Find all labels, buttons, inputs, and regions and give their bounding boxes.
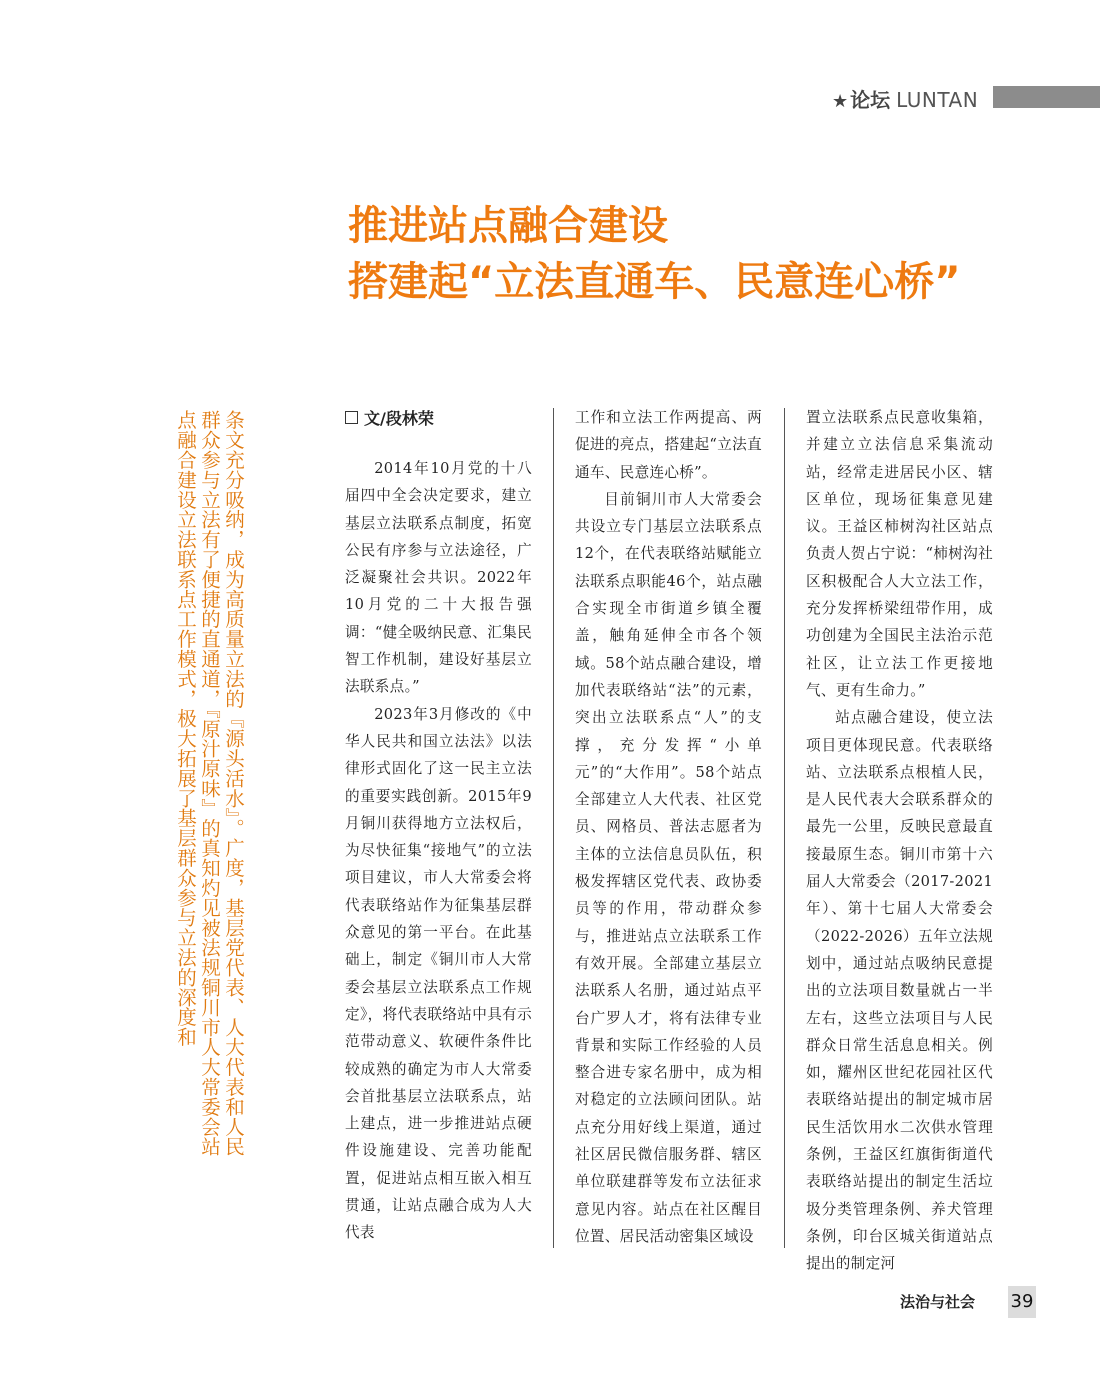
column-1 (345, 455, 532, 1247)
section-name-en: LUNTAN (896, 88, 979, 112)
section-bar (993, 86, 1100, 108)
paragraph-continued: 置立法联系点民意收集箱，并建立立法信息采集流动站，经常走进居民小区、辖区单位，现场征集意见建议。王益区柿树沟社区站点负责人贺占宁说：“柿树沟社区积极配合人大立法工作，充分发挥桥梁纽带作用，成功创建为全国民主法治示范社区，让立法工作更接地气、更有生命力。” (806, 409, 993, 699)
journal-name: 法治与社会 (900, 1293, 976, 1311)
star-icon: ★ (832, 91, 849, 112)
pull-quote: 条文充分吸纳，成为高质量立法的『源头活水』。广度，基层党代表、人大代表和人民群众参与立法有了便捷的直通道，『原汁原味』的真知灼见被法规铜川市人大常委会站点融合建设立法联系点工作模式，极大拓展了基层群众参与立法的深度和 (174, 410, 245, 1157)
paragraph: 目前铜川市人大常委会共设立专门基层立法联系点12个，在代表联络站赋能立法联系点职能46个，站点融合实现全市街道乡镇全覆盖，触角延伸全市各个领域。58个站点融合建设，增加代表联络站“法”的元素，突出立法联系点“人”的支撑，充分发挥“小单元”的“大作用”。58个站点全部建立人大代表、社区党员、网格员、普法志愿者为主体的立法信息员队伍，积极发挥辖区党代表、政协委员等的作用，带动群众参与，推进站点立法联系工作有效开展。全部建立基层立法联系人名册，通过站点平台广罗人才，将有法律专业背景和实际工作经验的人员整合进专家名册中，成为相对稳定的立法顾问团队。站点充分用好线上渠道，通过社区居民微信服务群、辖区单位联建群等发布立法征求意见内容。站点在社区醒目位置、居民活动密集区域设 (575, 490, 762, 1245)
column-3 (806, 404, 993, 1278)
paragraph: 2014年10月党的十八届四中全会决定要求，建立基层立法联系点制度，拓宽公民有序参与立法途径，广泛凝聚社会共识。2022年10月党的二十大报告强调：“健全吸纳民意、汇集民智工作机制，建设好基层立法联系点。” (345, 460, 532, 696)
paragraph-continued: 工作和立法工作两提高、两促进的亮点，搭建起“立法直通车、民意连心桥”。 (575, 409, 762, 481)
page-number: 39 (1008, 1286, 1036, 1318)
column-divider (784, 408, 785, 1248)
article-title (348, 198, 961, 310)
byline (345, 406, 434, 429)
author: 文/段林荣 (364, 409, 434, 428)
square-icon (345, 411, 358, 424)
section-name-cn: 论坛 (850, 88, 891, 112)
paragraph: 站点融合建设，使立法项目更体现民意。代表联络站、立法联系点根植人民，是人民代表大会联系群众的最先一公里，反映民意最直接最原生态。铜川市第十六届人大常委会（2017-2021年）、第十七届人大常委会（2022-2026）五年立法规划中，通过站点吸纳民意提出的立法项目数量就占一半左右，这些立法项目与人民群众日常生活息息相关。例如，耀州区世纪花园社区代表联络站提出的制定城市居民生活饮用水二次供水管理条例，王益区红旗街街道代表联络站提出的制定生活垃圾分类管理条例、养犬管理条例，印台区城关街道站点提出的制定河 (806, 709, 993, 1273)
title-line-2: 搭建起“立法直通车、民意连心桥” (348, 259, 961, 305)
column-2 (575, 404, 762, 1250)
column-divider (553, 408, 554, 1248)
paragraph: 2023年3月修改的《中华人民共和国立法法》以法律形式固化了这一民主立法的重要实践创新。2015年9月铜川获得地方立法权后，为尽快征集“接地气”的立法项目建议，市人大常委会将代表联络站作为征集基层群众意见的第一平台。在此基础上，制定《铜川市人大常委会基层立法联系点工作规定》，将代表联络站中具有示范带动意义、软硬件条件比较成熟的确定为市人大常委会首批基层立法联系点，站上建点，进一步推进站点硬件设施建设、完善功能配置，促进站点相互嵌入相互贯通，让站点融合成为人大代表 (345, 705, 532, 1242)
section-tag (832, 84, 978, 113)
title-line-1: 推进站点融合建设 (348, 203, 668, 249)
